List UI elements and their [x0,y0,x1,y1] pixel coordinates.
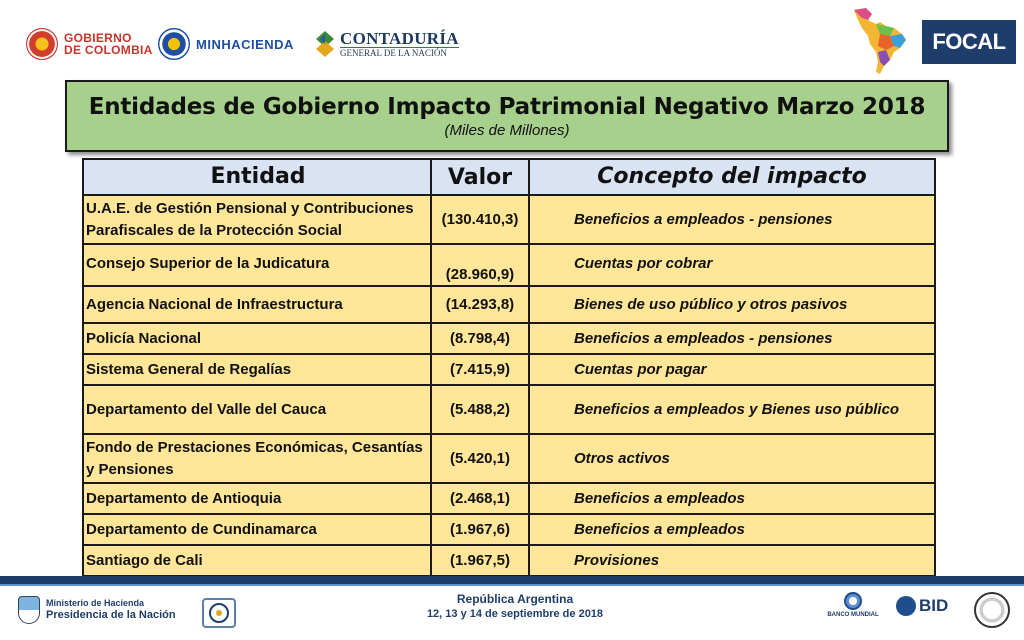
contaduria-line1: CONTADURÍA [340,28,459,48]
header-concepto: Concepto del impacto [529,159,935,195]
table-row [83,286,935,323]
cell-entidad: Agencia Nacional de Infraestructura [83,286,431,323]
cell-valor: (130.410,3) [431,195,529,244]
focal-logo: FOCAL [922,20,1016,64]
header-entidad: Entidad [83,159,431,195]
cell-concepto: Beneficios a empleados [529,483,935,514]
banco-mundial-label: BANCO MUNDIAL [827,612,879,618]
table-row [83,354,935,385]
contaduria-mark-icon [314,29,336,59]
bid-label: BID [919,596,949,615]
event-info [370,592,660,621]
cell-entidad: Departamento del Valle del Cauca [83,385,431,434]
table-row [83,244,935,286]
contaduria-line2: GENERAL DE LA NACIÓN [340,47,459,59]
cell-entidad: Departamento de Cundinamarca [83,514,431,545]
table-row [83,483,935,514]
world-bank-globe-icon [844,592,862,610]
page-title: Entidades de Gobierno Impacto Patrimonial Negativo Marzo 2018 [88,93,926,120]
cell-valor: (5.488,2) [431,385,529,434]
cell-concepto: Beneficios a empleados - pensiones [529,323,935,354]
cell-valor: (5.420,1) [431,434,529,483]
cell-entidad: Consejo Superior de la Judicatura [83,244,431,286]
latin-america-map-icon [850,6,910,76]
footer-bar-accent [0,584,1024,586]
cell-entidad: Sistema General de Regalías [83,354,431,385]
table-header-row [83,159,935,195]
logo-banco-mundial [822,592,884,618]
event-country: República Argentina [456,592,574,606]
table-row [83,434,935,483]
footer-bar [0,576,1024,584]
title-banner [65,80,949,152]
cell-valor: (2.468,1) [431,483,529,514]
table-row [83,323,935,354]
page-subtitle: (Miles de Millones) [444,121,570,139]
gobierno-line2: DE COLOMBIA [64,43,153,57]
table-row [83,545,935,576]
table-row [83,514,935,545]
footer-left-line1: Ministerio de Hacienda [46,598,145,608]
cell-valor: (28.960,9) [431,244,529,286]
table-row [83,385,935,434]
logo-gobierno-de-colombia [26,26,153,62]
cell-concepto: Beneficios a empleados y Bienes uso público [529,385,935,434]
cell-entidad: Fondo de Prestaciones Económicas, Cesantías y Pensiones [83,434,431,483]
minhacienda-seal-icon [158,28,190,60]
cell-entidad: U.A.E. de Gestión Pensional y Contribuciones Parafiscales de la Protección Social [83,195,431,244]
cell-entidad: Departamento de Antioquia [83,483,431,514]
cell-entidad: Santiago de Cali [83,545,431,576]
cell-concepto: Otros activos [529,434,935,483]
imf-seal-icon [974,592,1010,628]
cell-valor: (7.415,9) [431,354,529,385]
logo-bid [896,596,948,616]
logo-minhacienda [158,26,294,62]
cell-valor: (14.293,8) [431,286,529,323]
minhacienda-label: MINHACIENDA [196,36,294,52]
event-dates: 12, 13 y 14 de septiembre de 2018 [426,608,604,620]
cell-valor: (1.967,5) [431,545,529,576]
bid-mark-icon [896,596,916,616]
header-valor: Valor [431,159,529,195]
colombia-seal-icon [26,28,58,60]
cell-entidad: Policía Nacional [83,323,431,354]
cell-concepto: Beneficios a empleados - pensiones [529,195,935,244]
argentina-shield-icon [18,596,40,624]
logo-ministerio-hacienda-argentina [18,596,176,624]
cell-concepto: Beneficios a empleados [529,514,935,545]
impact-table [82,158,936,577]
logo-contaduria [314,26,459,62]
cell-concepto: Cuentas por cobrar [529,244,935,286]
cell-valor: (8.798,4) [431,323,529,354]
cell-concepto: Bienes de uso público y otros pasivos [529,286,935,323]
table-row [83,195,935,244]
cell-valor: (1.967,6) [431,514,529,545]
cell-concepto: Provisiones [529,545,935,576]
gobierno-line1: GOBIERNO [64,31,132,45]
cell-concepto: Cuentas por pagar [529,354,935,385]
footer-left-line2: Presidencia de la Nación [46,609,176,621]
event-emblem-icon [200,596,238,630]
